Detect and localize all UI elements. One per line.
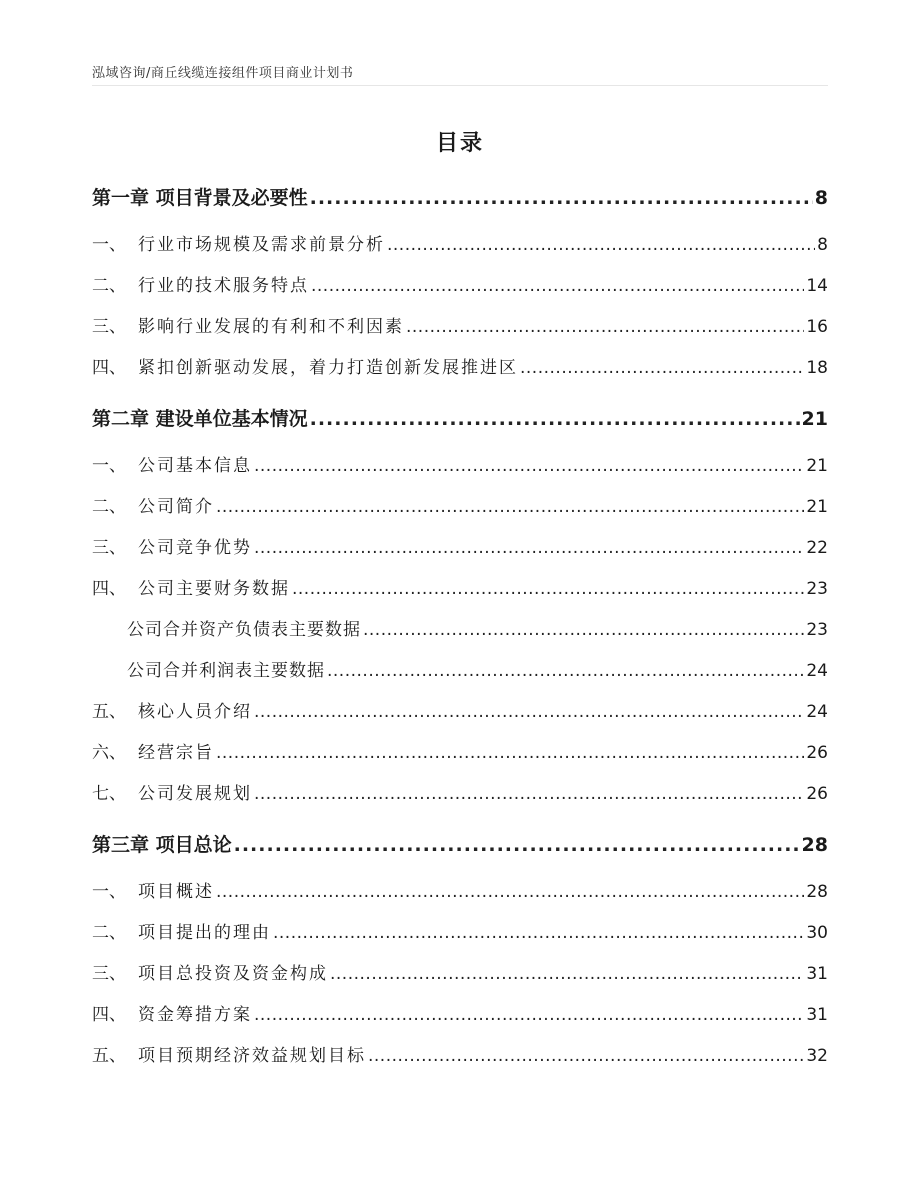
toc-section-number: 一、 bbox=[92, 882, 126, 902]
toc-section-number: 三、 bbox=[92, 538, 126, 558]
toc-page-number: 16 bbox=[806, 317, 828, 337]
toc-page-number: 18 bbox=[806, 358, 828, 378]
toc-page-number: 26 bbox=[806, 784, 828, 804]
toc-section-number: 六、 bbox=[92, 743, 126, 763]
toc-leader-dots bbox=[254, 702, 804, 722]
page-title: 目录 bbox=[435, 131, 484, 156]
toc-section-number: 五、 bbox=[92, 1046, 126, 1066]
toc-chapter-label: 第一章 项目背景及必要性 bbox=[92, 187, 308, 209]
toc-section-number: 一、 bbox=[92, 235, 126, 255]
toc-chapter-label: 第二章 建设单位基本情况 bbox=[92, 408, 308, 430]
toc-page-number: 23 bbox=[806, 579, 828, 599]
toc-section-entry[interactable] bbox=[92, 230, 828, 271]
toc-leader-dots bbox=[254, 1005, 804, 1025]
toc-leader-dots bbox=[327, 661, 804, 681]
toc-leader-dots bbox=[234, 834, 800, 856]
toc-leader-dots bbox=[254, 456, 804, 476]
toc-section-number: 四、 bbox=[92, 358, 126, 378]
toc-section-label: 公司发展规划 bbox=[138, 784, 252, 804]
toc-section-label: 项目总投资及资金构成 bbox=[138, 964, 328, 984]
toc-page-number: 32 bbox=[806, 1046, 828, 1066]
toc-leader-dots bbox=[387, 235, 815, 255]
toc-subsection-entry[interactable] bbox=[92, 656, 828, 697]
toc-section-number: 二、 bbox=[92, 497, 126, 517]
toc-section-entry[interactable] bbox=[92, 1041, 828, 1082]
toc-leader-dots bbox=[254, 538, 804, 558]
toc-section-entry[interactable] bbox=[92, 492, 828, 533]
toc-page-number: 21 bbox=[806, 497, 828, 517]
toc-subsection-label: 公司合并资产负债表主要数据 bbox=[127, 620, 361, 640]
toc-section-label: 资金筹措方案 bbox=[138, 1005, 252, 1025]
toc-section-number: 四、 bbox=[92, 1005, 126, 1025]
table-of-contents bbox=[92, 183, 828, 1082]
toc-chapter-entry[interactable] bbox=[92, 830, 828, 871]
toc-chapter-entry[interactable] bbox=[92, 183, 828, 224]
toc-section-number: 二、 bbox=[92, 276, 126, 296]
toc-page-number: 21 bbox=[806, 456, 828, 476]
toc-page-number: 22 bbox=[806, 538, 828, 558]
toc-section-label: 项目提出的理由 bbox=[138, 923, 271, 943]
running-header: 泓域咨询/商丘线缆连接组件项目商业计划书 bbox=[92, 66, 354, 81]
toc-section-number: 五、 bbox=[92, 702, 126, 722]
toc-section-label: 紧扣创新驱动发展，着力打造创新发展推进区 bbox=[138, 358, 518, 378]
toc-section-number: 二、 bbox=[92, 923, 126, 943]
toc-section-entry[interactable] bbox=[92, 697, 828, 738]
toc-page-number: 8 bbox=[817, 235, 828, 255]
toc-page-number: 21 bbox=[801, 408, 828, 430]
toc-section-entry[interactable] bbox=[92, 959, 828, 1000]
toc-leader-dots bbox=[216, 497, 804, 517]
toc-leader-dots bbox=[310, 408, 800, 430]
toc-section-label: 经营宗旨 bbox=[138, 743, 214, 763]
toc-section-label: 影响行业发展的有利和不利因素 bbox=[138, 317, 404, 337]
toc-page-number: 31 bbox=[806, 1005, 828, 1025]
toc-leader-dots bbox=[330, 964, 804, 984]
toc-section-entry[interactable] bbox=[92, 877, 828, 918]
toc-leader-dots bbox=[363, 620, 804, 640]
toc-section-number: 四、 bbox=[92, 579, 126, 599]
toc-section-label: 行业的技术服务特点 bbox=[138, 276, 309, 296]
toc-section-number: 三、 bbox=[92, 317, 126, 337]
toc-section-number: 三、 bbox=[92, 964, 126, 984]
toc-leader-dots bbox=[273, 923, 804, 943]
toc-page-number: 31 bbox=[806, 964, 828, 984]
toc-section-label: 公司简介 bbox=[138, 497, 214, 517]
toc-chapter-label: 第三章 项目总论 bbox=[92, 834, 232, 856]
toc-page-number: 28 bbox=[801, 834, 828, 856]
toc-page-number: 24 bbox=[806, 661, 828, 681]
toc-section-label: 项目概述 bbox=[138, 882, 214, 902]
toc-leader-dots bbox=[254, 784, 804, 804]
toc-leader-dots bbox=[216, 882, 804, 902]
toc-section-label: 公司基本信息 bbox=[138, 456, 252, 476]
toc-page-number: 14 bbox=[806, 276, 828, 296]
toc-section-number: 七、 bbox=[92, 784, 126, 804]
toc-section-label: 行业市场规模及需求前景分析 bbox=[138, 235, 385, 255]
toc-page-number: 30 bbox=[806, 923, 828, 943]
toc-section-entry[interactable] bbox=[92, 353, 828, 394]
toc-subsection-label: 公司合并利润表主要数据 bbox=[127, 661, 325, 681]
toc-section-entry[interactable] bbox=[92, 738, 828, 779]
toc-section-entry[interactable] bbox=[92, 271, 828, 312]
toc-section-entry[interactable] bbox=[92, 1000, 828, 1041]
toc-section-label: 项目预期经济效益规划目标 bbox=[138, 1046, 366, 1066]
toc-page-number: 8 bbox=[814, 187, 828, 209]
toc-leader-dots bbox=[216, 743, 804, 763]
toc-leader-dots bbox=[311, 276, 804, 296]
toc-leader-dots bbox=[520, 358, 804, 378]
toc-page-number: 23 bbox=[806, 620, 828, 640]
toc-subsection-entry[interactable] bbox=[92, 615, 828, 656]
toc-leader-dots bbox=[368, 1046, 804, 1066]
toc-chapter-entry[interactable] bbox=[92, 404, 828, 445]
toc-section-label: 核心人员介绍 bbox=[138, 702, 252, 722]
toc-section-number: 一、 bbox=[92, 456, 126, 476]
toc-section-entry[interactable] bbox=[92, 312, 828, 353]
toc-page-number: 26 bbox=[806, 743, 828, 763]
toc-section-entry[interactable] bbox=[92, 918, 828, 959]
toc-leader-dots bbox=[292, 579, 804, 599]
toc-page-number: 24 bbox=[806, 702, 828, 722]
header-divider bbox=[92, 85, 828, 86]
toc-leader-dots bbox=[406, 317, 804, 337]
toc-section-entry[interactable] bbox=[92, 574, 828, 615]
toc-section-entry[interactable] bbox=[92, 451, 828, 492]
toc-section-label: 公司竞争优势 bbox=[138, 538, 252, 558]
toc-leader-dots bbox=[310, 187, 813, 209]
toc-section-entry[interactable] bbox=[92, 779, 828, 820]
toc-page-number: 28 bbox=[806, 882, 828, 902]
toc-section-entry[interactable] bbox=[92, 533, 828, 574]
toc-section-label: 公司主要财务数据 bbox=[138, 579, 290, 599]
